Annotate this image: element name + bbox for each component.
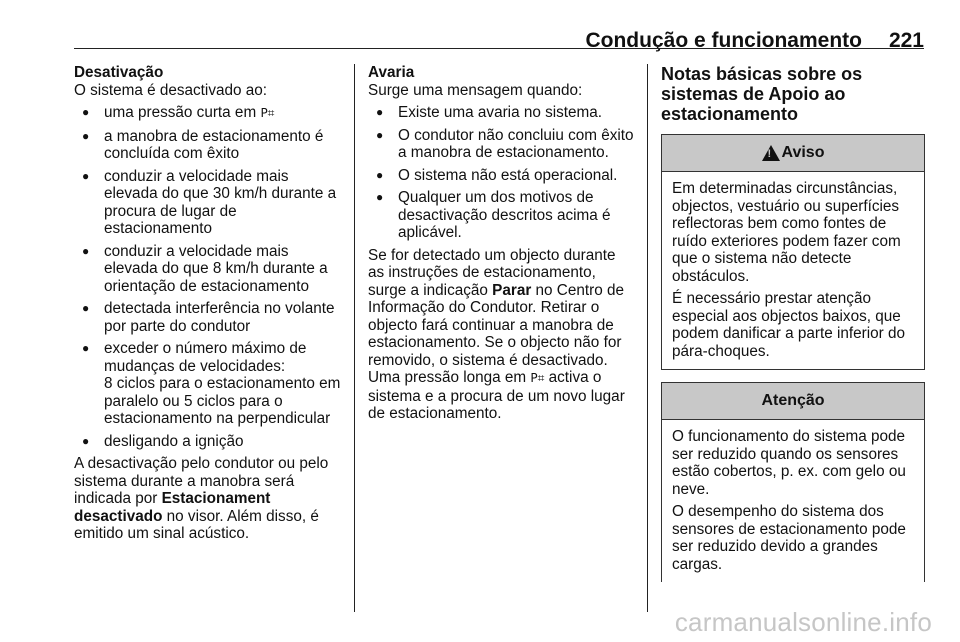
section-heading-deactivation: Desativação xyxy=(74,64,164,81)
header-rule xyxy=(74,48,924,49)
fault-intro: Surge uma mensagem quando: xyxy=(368,81,583,99)
list-item: ● uma pressão curta em P⌗ xyxy=(74,104,346,123)
list-item: ● conduzir a velocidade mais elevada do que 30 km/h durante a procura de lugar de estacionamento xyxy=(74,168,346,238)
fault-paragraph: Se for detectado um objecto durante as instruções de estacionamento, surge a indicação Parar no Centro de Informação do Condutor. Retirar o objecto fará continuar a manobra de estacionamento. Se o objecto não for removido, o sistema é desactivado. Uma pressão longa em P⌗ activa o sistema e a procura de um novo lugar de estacionamento. xyxy=(368,246,625,422)
caution-text: O desempenho do sistema dos sensores de estacionamento pode ser reduzido devido a grandes cargas. xyxy=(672,503,906,573)
caution-text: O funcionamento do sistema pode ser reduzido quando os sensores estão cobertos, p. ex. com gelo ou neve. xyxy=(672,428,906,498)
list-item: ● a manobra de estacionamento é concluída com êxito xyxy=(74,128,346,163)
warning-text: É necessário prestar atenção especial aos objectos baixos, que podem danificar a parte inferior do pára-choques. xyxy=(672,290,905,360)
column-divider xyxy=(354,64,355,612)
warning-box-header: ! Aviso xyxy=(662,135,924,172)
caution-box-body xyxy=(662,420,924,582)
watermark: carmanualsonline.info xyxy=(674,607,932,637)
park-assist-icon: P⌗ xyxy=(530,371,545,385)
warning-text: Em determinadas circunstâncias, objectos, vestuário ou superfícies reflectoras bem como fontes de ruído exteriores podem fazer com que o sistema não detecte obstáculos. xyxy=(672,180,901,285)
page-number: 221 xyxy=(888,29,924,52)
column-fault xyxy=(368,64,634,428)
list-item: ● detectada interferência no volante por parte do condutor xyxy=(74,300,346,335)
list-item: ● O sistema não está operacional. xyxy=(368,167,634,185)
section-heading-basic-notes: Notas básicas sobre os sistemas de Apoio ao estacionamento xyxy=(661,64,863,124)
column-basic-notes xyxy=(661,64,925,594)
deactivation-list xyxy=(74,104,346,450)
page-header-title: Condução e funcionamento xyxy=(585,29,862,52)
fault-list xyxy=(368,104,634,242)
list-item: ● Existe uma avaria no sistema. xyxy=(368,104,634,122)
warning-box-body xyxy=(662,172,924,369)
list-item: ● Qualquer um dos motivos de desactivação descritos acima é aplicável. xyxy=(368,189,634,242)
deactivation-outro: A desactivação pelo condutor ou pelo sistema durante a manobra será indicada por Estacionament desactivado no visor. Além disso, é emitido um sinal acústico. xyxy=(74,455,329,542)
caution-box-header: Atenção xyxy=(662,383,924,420)
list-item: ● exceder o número máximo de mudanças de velocidades: 8 ciclos para o estacionamento em paralelo ou 5 ciclos para o estacionamento na perpendicular xyxy=(74,340,346,428)
park-assist-icon: P⌗ xyxy=(260,106,275,120)
warning-icon xyxy=(762,145,780,161)
section-heading-fault: Avaria xyxy=(368,64,415,81)
warning-box xyxy=(661,134,925,370)
column-deactivation xyxy=(74,64,346,548)
caution-box xyxy=(661,382,925,582)
deactivation-intro: O sistema é desactivado ao: xyxy=(74,81,268,99)
list-item: ● O condutor não concluiu com êxito a manobra de estacionamento. xyxy=(368,127,634,162)
column-divider xyxy=(647,64,648,612)
list-item: ● desligando a ignição xyxy=(74,433,346,451)
list-item: ● conduzir a velocidade mais elevada do que 8 km/h durante a orientação de estacionamento xyxy=(74,243,346,296)
